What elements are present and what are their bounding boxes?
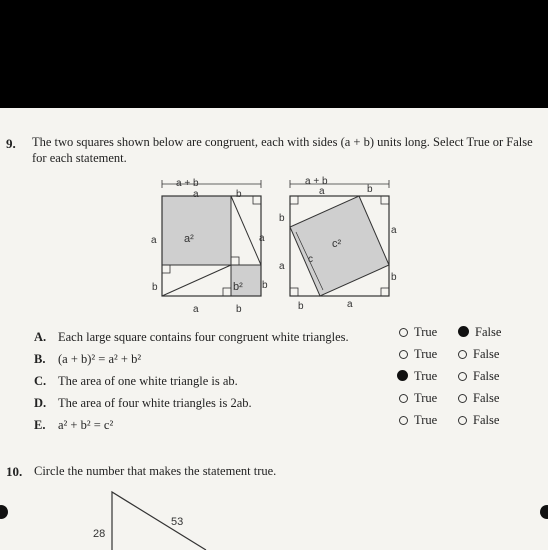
right-c: c [308, 254, 313, 265]
left-bottom-b: b [236, 304, 242, 315]
option-label: True [414, 347, 438, 361]
statement-letter: D. [34, 396, 47, 410]
question-10-number: 10. [6, 464, 23, 479]
statement-text: The area of one white triangle is ab. [58, 374, 238, 388]
left-right-b: b [262, 280, 268, 291]
option-true-e[interactable] [399, 413, 437, 428]
statement-d [34, 396, 252, 411]
triangle-side-28: 28 [93, 528, 106, 540]
option-label: True [414, 369, 438, 383]
right-top-dimension: a + b [305, 176, 328, 187]
option-true-a[interactable] [399, 325, 437, 340]
left-top-b: b [236, 189, 242, 200]
triangle-figure [90, 488, 210, 550]
right-top-b: b [367, 184, 373, 195]
left-a-squared: a² [184, 233, 194, 245]
question-9-number: 9. [6, 136, 16, 151]
left-b-squared: b² [233, 281, 243, 293]
radio-circle-icon[interactable] [399, 394, 408, 403]
right-right-a: a [391, 225, 397, 236]
right-bottom-b: b [298, 301, 304, 312]
radio-circle-icon[interactable] [458, 394, 467, 403]
statement-letter: B. [34, 352, 46, 366]
worksheet-page [0, 108, 548, 550]
radio-circle-icon[interactable] [458, 416, 467, 425]
question-10-text: Circle the number that makes the statement true. [34, 464, 277, 478]
radio-filled-icon[interactable] [458, 326, 469, 337]
statement-text: The area of four white triangles is 2ab. [58, 396, 252, 410]
left-left-a: a [151, 235, 157, 246]
statement-b [34, 352, 141, 367]
left-top-a: a [193, 189, 199, 200]
right-bottom-a: a [347, 299, 353, 310]
statement-c [34, 374, 238, 389]
left-left-b: b [152, 282, 158, 293]
option-label: True [414, 391, 438, 405]
pythagorean-squares-figure [140, 172, 410, 332]
option-label: False [473, 391, 500, 405]
statement-letter: C. [34, 374, 47, 388]
option-false-c[interactable] [458, 369, 499, 384]
right-right-b: b [391, 272, 397, 283]
radio-circle-icon[interactable] [399, 350, 408, 359]
option-label: False [475, 325, 502, 339]
option-false-a[interactable] [458, 325, 501, 340]
radio-circle-icon[interactable] [458, 350, 467, 359]
statement-a [34, 330, 349, 345]
radio-filled-icon[interactable] [397, 370, 408, 381]
radio-circle-icon[interactable] [399, 416, 408, 425]
statement-e [34, 418, 113, 433]
left-right-a: a [259, 233, 265, 244]
screen-edge-dot [540, 505, 548, 519]
option-true-c[interactable] [397, 369, 437, 384]
option-false-d[interactable] [458, 391, 499, 406]
option-label: False [473, 369, 500, 383]
statement-letter: E. [34, 418, 46, 432]
radio-circle-icon[interactable] [458, 372, 467, 381]
left-top-dimension: a + b [176, 178, 199, 189]
right-left-b: b [279, 213, 285, 224]
option-label: False [473, 347, 500, 361]
option-label: False [473, 413, 500, 427]
right-c-squared: c² [332, 238, 342, 250]
option-label: True [414, 413, 438, 427]
left-bottom-a: a [193, 304, 199, 315]
option-true-d[interactable] [399, 391, 437, 406]
option-true-b[interactable] [399, 347, 437, 362]
option-false-e[interactable] [458, 413, 499, 428]
right-left-a: a [279, 261, 285, 272]
right-top-a: a [319, 186, 325, 197]
radio-circle-icon[interactable] [399, 328, 408, 337]
option-false-b[interactable] [458, 347, 499, 362]
question-9-text: The two squares shown below are congruent, each with sides (a + b) units long. Select True or False for each statement. [32, 135, 533, 165]
statement-text: Each large square contains four congruent white triangles. [58, 330, 349, 344]
statement-text: a² + b² = c² [58, 418, 114, 432]
option-label: True [414, 325, 438, 339]
statement-text: (a + b)² = a² + b² [58, 352, 142, 366]
left-square [162, 180, 261, 296]
triangle-side-53: 53 [171, 516, 184, 528]
statement-letter: A. [34, 330, 47, 344]
